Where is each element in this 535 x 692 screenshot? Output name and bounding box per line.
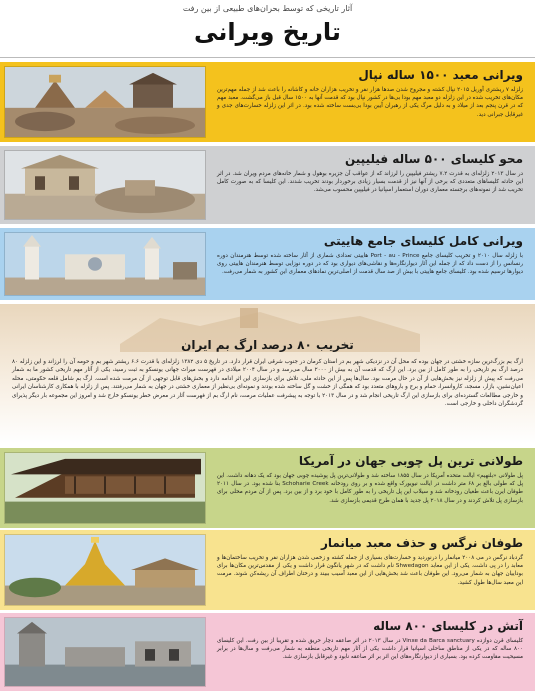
section-heading: آتش در کلیسای ۸۰۰ ساله [373, 619, 523, 633]
section-text [213, 146, 531, 224]
section-heading: ویرانی معبد ۱۵۰۰ ساله نپال [358, 68, 523, 82]
section-text [213, 613, 531, 691]
section-nepal-temple [0, 62, 535, 142]
section-heading: ویرانی کامل کلیسای جامع هاییتی [323, 234, 523, 248]
section-church-fire [0, 613, 535, 691]
section-body: با زلزله سال ۲۰۱۰ و تخریب کلیسای جامع Port - au - Prince هاییتی تعدادی شماری از آثار ساخته شده توسط هنرمندان دوره رنسانس را از دست داد که از جمله این آثار دیوارنگاره‌ها و نقاشی‌های دیواری بود که در دوره نوزایی توسط هنرمندان هاییتی روی دیوارها ترسیم شده بود. کلیسای جامع هاییتی با بیش از صد سال قدمت از اصلی‌ترین نمادهای معماری این کشور به شمار می‌رفت. [217, 253, 523, 276]
section-myanmar-pagoda [0, 530, 535, 610]
section-body: کلیسای قرن دوازده Vinxe da Barca sanctuary در سال ۲۰۱۳ در اثر صاعقه دچار حریق شده و تقریبا از بین رفت. این کلیسای ۸۰۰ ساله که در یکی از مناطق ساحلی اسپانیا قرار داشت یکی از آثار مهم تاریخی منطقه به شمار می‌رفت و سال‌ها در برابر مسیحیت مقاومت کرده بود. بسیاری از دیوارنگاره‌های این اثر بر اثر صاعقه نابود و غیرقابل بازسازی شد. [217, 638, 523, 661]
section-body: در سال ۲۰۱۳ زلزله‌ای به قدرت ۷.۲ ریشتر فیلیپین را لرزاند که از عواقب آن جزیره بوهول و شمار خانه‌های مردم ویران شد. در اثر این حادثه کلیساهای متعددی که برخی از آنها نیز از قدمت بسیار زیادی برخوردار بودند تخریب شدند. این کلیسا که به صورت کامل تخریب شد از نمونه‌های برجسته معماری دوران استعمار اسپانیا در فیلیپین محسوب می‌شد. [217, 171, 524, 194]
section-haiti-cathedral [0, 228, 535, 300]
section-text [213, 62, 531, 142]
nepal-temple-photo [4, 66, 206, 138]
myanmar-pagoda-photo [4, 534, 206, 606]
section-body: ارگ بم بزرگ‌ترین سازه خشتی در جهان بوده که محل آن در نزدیکی شهر بم در استان کرمان در جنوب شرقی ایران قرار دارد. در تاریخ ۵ دی ۱۳۸۲ زلزله‌ای با قدرت ۶.۶ ریشتر شهر بم و حومه آن را لرزاند و این زلزله ۸۰ درصد ارگ بم تاریخی را به طور کامل از بین برد. این ارگ که قدمت آن به بیش از ۲۰۰۰ سال می‌رسد و در سال ۲۰۰۴ میلادی در فهرست میراث جهانی یونسکو به ثبت رسید، یکی از آثار مهم تاریخی کشور ما به شمار می‌رفت که پیش از زلزله نیز بخش‌هایی از آن در حال مرمت بود. سال‌ها پس از این حادثه ملی، تلاش برای بازسازی این اثر ادامه دارد و بخش‌های قابل توجهی از آن مرمت شده است. ارگ بم شامل قلعه حکومتی، محله اعیان‌نشین، بازار، مسجد، کاروانسرا، حمام و برج و باروهای متعدد بود که همگی از خشت و گل ساخته شده بودند و نمونه‌ای بی‌نظیر از معماری خشتی در جهان به شمار می‌رفتند. پس از زلزله با همکاری کارشناسان ایرانی و خارجی مطالعات گسترده‌ای برای بازسازی این ارگ تاریخی انجام شد و در سال ۲۰۱۳ با توجه به پیشرفت عملیات مرمت، نام ارگ بم از فهرست آثار در معرض خطر یونسکو خارج شد و امروز این مجموعه بار دیگر پذیرای گردشگران داخلی و خارجی است. [12, 359, 523, 408]
article-subtitle: آثار تاریخی که توسط بحران‌های طبیعی از بین رفت [182, 4, 353, 13]
church-fire-photo [4, 617, 206, 687]
section-text [8, 310, 527, 444]
section-text [213, 448, 531, 528]
section-covered-bridge [0, 448, 535, 528]
header-divider [0, 57, 535, 58]
section-bam-citadel [0, 304, 535, 444]
section-heading: تخریب ۸۰ درصد ارگ بم ایران [181, 338, 354, 352]
section-body: زلزله ۷ ریشتری آوریل ۲۰۱۵ نپال کشته و مجروح شدن صدها هزار نفر و تخریب هزاران خانه و کاشانه را باعث شد از جمله مهم‌ترین مکان‌های تخریب شده در این زلزله دو معبد مهم بودا بی‌ها در کشور نپال بود که قدمت آنها به ۱۵۰۰ سال قبل باز می‌گشت. معبد مهم که در قرن پنجم بعد از میلاد و به دلیل مرگ یکی از رهبران آیین بودا بی‌بست ساخته شده بود. در اثر این زلزله خسارت‌های جدی و غیرقابل جبرانی دید. [217, 87, 523, 118]
article-title: تاریخ ویرانی [194, 18, 341, 46]
philippines-church-photo [4, 150, 206, 220]
section-body: گردباد نرگس در می ۲۰۰۸ میانمار را درنوردید و خسارت‌های بسیاری از جمله کشته و زخمی شدن هزاران نفر و تخریب ساختمان‌ها و معابد را در پی داشت. یکی از این معابد Shwedagon نام داشت که در شهر یانگون قرار داشت و یکی از مقدس‌ترین مکان‌ها برای بوداییان جهان به شمار می‌رود. این طوفان باعث شد بخش‌هایی از این معبد آسیب ببیند و درختان اطراف آن ریشه‌کن شوند. مرمت این معبد سال‌ها طول کشید. [217, 555, 524, 586]
section-heading: محو کلیسای ۵۰۰ ساله فیلیپین [344, 152, 523, 166]
section-philippines-church [0, 146, 535, 224]
haiti-cathedral-photo [4, 232, 206, 296]
covered-bridge-photo [4, 452, 206, 524]
section-text [213, 228, 531, 300]
section-heading: طوفان نرگس و حذف معبد میانمار [320, 536, 523, 550]
section-body: پل طولانی «بلنهیم» ایالت متحده آمریکا در سال ۱۸۵۵ ساخته شد و طولانی‌ترین پل پوشیده چوبی جهان بود که یک دهانه داشت. این پل که طولی بالغ بر ۶۸ متر داشت در ایالت نیویورک واقع شده و بر روی رودخانه Schoharie Creek بنا شده بود. در سال ۲۰۱۱ طوفان ایرن باعث طغیان رودخانه شد و سیلاب این پل تاریخی را به طور کامل با خود برد و از بین برد. پس از آن مردم محلی برای بازسازی پل تلاش کردند و در سال ۲۰۱۸ پل جدید با همان طرح قدیمی بازسازی شد. [217, 473, 523, 504]
article-header [0, 0, 535, 60]
section-text [213, 530, 531, 610]
section-heading: طولانی ترین پل چوبی جهان در آمریکا [298, 454, 523, 468]
